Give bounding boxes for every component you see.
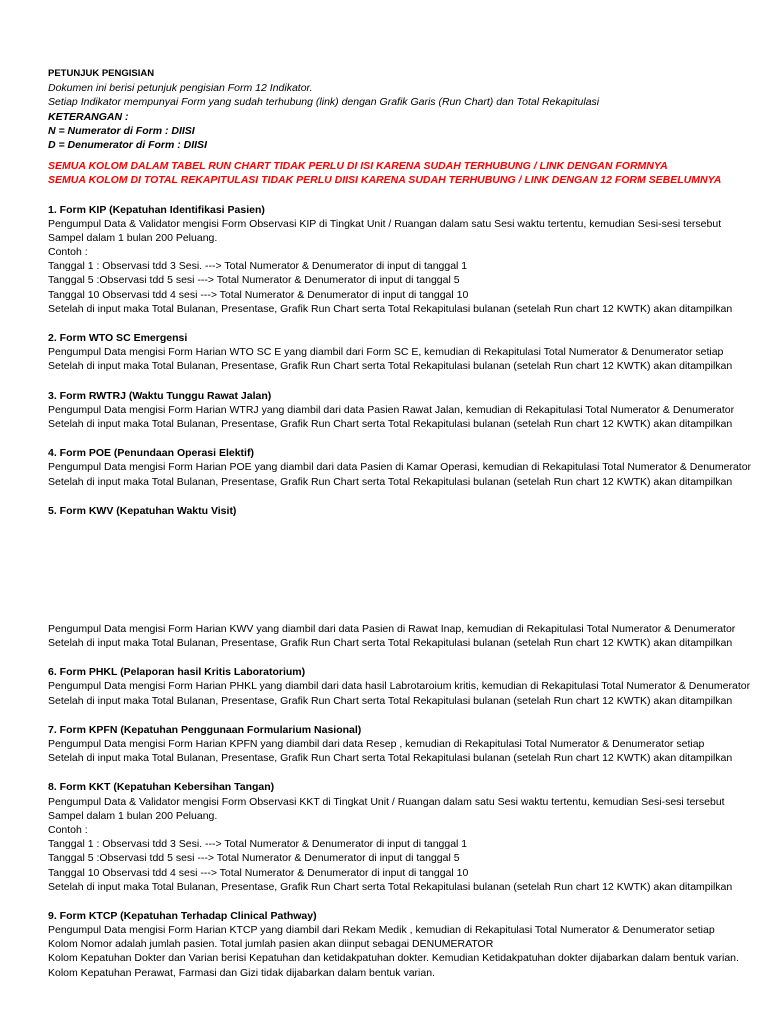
section-line: Kolom Kepatuhan Perawat, Farmasi dan Gizi tidak dijabarkan dalam bentuk varian. — [48, 966, 435, 979]
denumerator-note: D = Denumerator di Form : DIISI — [48, 138, 207, 151]
section-line: Setelah di input maka Total Bulanan, Presentase, Grafik Run Chart serta Total Rekapitulasi bulanan (setelah Run chart 12 KWTK) akan ditampilkan — [48, 880, 733, 893]
section-line: Kolom Kepatuhan Dokter dan Varian berisi Kepatuhan dan ketidakpatuhan dokter. Kemudian Ketidakpatuhan dokter dijabarkan dalam bentuk varian. — [48, 952, 739, 965]
section-title-ktcp: 9. Form KTCP (Kepatuhan Terhadap Clinical Pathway) — [48, 909, 317, 922]
warning-run-chart: SEMUA KOLOM DALAM TABEL RUN CHART TIDAK PERLU DI ISI KARENA SUDAH TERHUBUNG / LINK DENGAN FORMNYA — [48, 160, 668, 173]
intro-line-1: Dokumen ini berisi petunjuk pengisian Form 12 Indikator. — [48, 82, 313, 95]
section-title-kpfn: 7. Form KPFN (Kepatuhan Penggunaan Formularium Nasional) — [48, 723, 362, 736]
page-title: PETUNJUK PENGISIAN — [48, 68, 155, 79]
section-line: Setelah di input maka Total Bulanan, Presentase, Grafik Run Chart serta Total Rekapitulasi bulanan (setelah Run chart 12 KWTK) akan ditampilkan — [48, 694, 733, 707]
section-line: Setelah di input maka Total Bulanan, Presentase, Grafik Run Chart serta Total Rekapitulasi bulanan (setelah Run chart 12 KWTK) akan ditampilkan — [48, 475, 733, 488]
section-line: Sampel dalam 1 bulan 200 Peluang. — [48, 809, 218, 822]
section-line: Pengumpul Data mengisi Form Harian PHKL yang diambil dari data hasil Labrotaroium kritis, kemudian di Rekapitulasi Total Numerator & Denumerator — [48, 680, 751, 693]
section-title-rwtrj: 3. Form RWTRJ (Waktu Tunggu Rawat Jalan) — [48, 389, 272, 402]
section-line: Tanggal 1 : Observasi tdd 3 Sesi. ---> Total Numerator & Denumerator di input di tanggal 1 — [48, 260, 468, 273]
section-line: Tanggal 5 :Observasi tdd 5 sesi ---> Total Numerator & Denumerator di input di tanggal 5 — [48, 274, 460, 287]
section-line: Tanggal 5 :Observasi tdd 5 sesi ---> Total Numerator & Denumerator di input di tanggal 5 — [48, 852, 460, 865]
section-line: Setelah di input maka Total Bulanan, Presentase, Grafik Run Chart serta Total Rekapitulasi bulanan (setelah Run chart 12 KWTK) akan ditampilkan — [48, 360, 733, 373]
section-title-wto: 2. Form WTO SC Emergensi — [48, 332, 188, 344]
section-line: Pengumpul Data mengisi Form Harian POE yang diambil dari data Pasien di Kamar Operasi, kemudian di Rekapitulasi Total Numerator & Denumerator — [48, 461, 752, 474]
section-line: Setelah di input maka Total Bulanan, Presentase, Grafik Run Chart serta Total Rekapitulasi bulanan (setelah Run chart 12 KWTK) akan ditampilkan — [48, 752, 733, 765]
intro-line-2: Setiap Indikator mempunyai Form yang sudah terhubung (link) dengan Grafik Garis (Run Chart) dan Total Rekapitulasi — [48, 96, 600, 109]
section-line: Pengumpul Data & Validator mengisi Form Observasi KKT di Tingkat Unit / Ruangan dalam satu Sesi waktu tertentu, kemudian Sesi-sesi tersebut — [48, 795, 725, 808]
section-line: Tanggal 1 : Observasi tdd 3 Sesi. ---> Total Numerator & Denumerator di input di tanggal 1 — [48, 838, 468, 851]
section-line: Tanggal 10 Observasi tdd 4 sesi ---> Total Numerator & Denumerator di input di tanggal 10 — [48, 288, 469, 301]
section-line: Pengumpul Data mengisi Form Harian KTCP yang diambil dari Rekam Medik , kemudian di Rekapitulasi Total Numerator & Denumerator setiap — [48, 924, 715, 937]
keterangan-label: KETERANGAN : — [48, 110, 129, 123]
section-title-poe: 4. Form POE (Penundaan Operasi Elektif) — [48, 447, 254, 460]
section-line: Contoh : — [48, 246, 88, 259]
section-line: Pengumpul Data mengisi Form Harian KWV yang diambil dari data Pasien di Rawat Inap, kemudian di Rekapitulasi Total Numerator & Denumerator — [48, 622, 736, 635]
section-line: Pengumpul Data mengisi Form Harian KPFN yang diambil dari data Resep , kemudian di Rekapitulasi Total Numerator & Denumerator setiap — [48, 738, 705, 750]
section-line: Pengumpul Data & Validator mengisi Form Observasi KIP di Tingkat Unit / Ruangan dalam satu Sesi waktu tertentu, kemudian Sesi-sesi tersebut — [48, 217, 722, 230]
section-line: Setelah di input maka Total Bulanan, Presentase, Grafik Run Chart serta Total Rekapitulasi bulanan (setelah Run chart 12 KWTK) akan ditampilkan — [48, 417, 733, 430]
section-line: Kolom Nomor adalah jumlah pasien. Total jumlah pasien akan diinput sebagai DENUMERATOR — [48, 938, 494, 951]
section-title-kkt: 8. Form KKT (Kepatuhan Kebersihan Tangan) — [48, 781, 275, 794]
warning-rekapitulasi: SEMUA KOLOM DI TOTAL REKAPITULASI TIDAK PERLU DIISI KARENA SUDAH TERHUBUNG / LINK DENGAN 12 FORM SEBELUMNYA — [48, 174, 722, 187]
section-line: Pengumpul Data mengisi Form Harian WTRJ yang diambil dari data Pasien Rawat Jalan, kemudian di Rekapitulasi Total Numerator & Denumerator — [48, 403, 735, 416]
section-line: Sampel dalam 1 bulan 200 Peluang. — [48, 231, 218, 244]
section-title-phkl: 6. Form PHKL (Pelaporan hasil Kritis Laboratorium) — [48, 666, 306, 679]
section-line: Pengumpul Data mengisi Form Harian WTO SC E yang diambil dari Form SC E, kemudian di Rekapitulasi Total Numerator & Denumerator setiap — [48, 346, 724, 359]
section-line: Contoh : — [48, 823, 88, 836]
section-title-kip: 1. Form KIP (Kepatuhan Identifikasi Pasien) — [48, 203, 265, 216]
section-title-kwv: 5. Form KWV (Kepatuhan Waktu Visit) — [48, 504, 237, 517]
numerator-note: N = Numerator di Form : DIISI — [48, 124, 195, 137]
section-line: Setelah di input maka Total Bulanan, Presentase, Grafik Run Chart serta Total Rekapitulasi bulanan (setelah Run chart 12 KWTK) akan ditampilkan — [48, 302, 733, 315]
section-line: Tanggal 10 Observasi tdd 4 sesi ---> Total Numerator & Denumerator di input di tanggal 10 — [48, 866, 469, 879]
document-content — [48, 67, 768, 980]
section-line: Setelah di input maka Total Bulanan, Presentase, Grafik Run Chart serta Total Rekapitulasi bulanan (setelah Run chart 12 KWTK) akan ditampilkan — [48, 637, 733, 650]
